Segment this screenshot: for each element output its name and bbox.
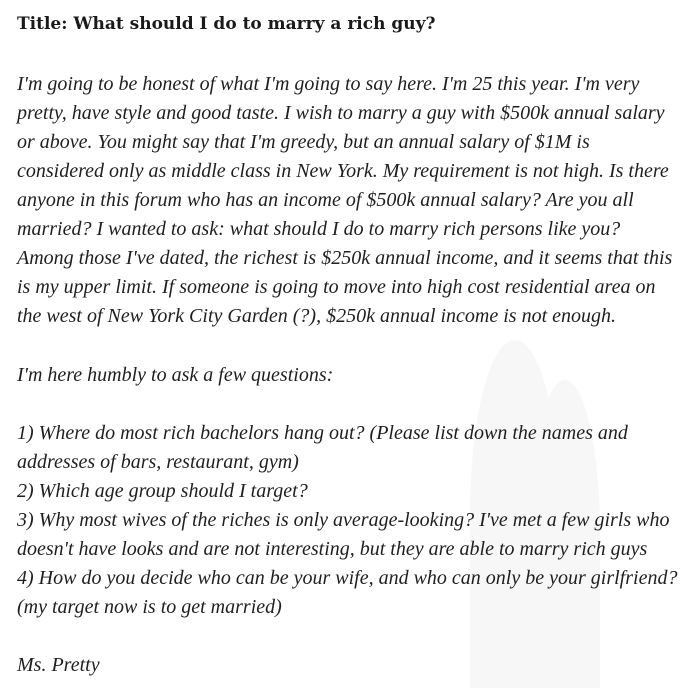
intro-line: I'm here humbly to ask a few questions: — [17, 364, 334, 386]
body-line: is my upper limit. If someone is going to move into high cost residential area on — [17, 276, 656, 298]
body-line: or above. You might say that I'm greedy, but an annual salary of $1M is — [17, 131, 590, 153]
body-line: I'm going to be honest of what I'm going to say here. I'm 25 this year. I'm very — [17, 73, 640, 95]
body-line: considered only as middle class in New York. My requirement is not high. Is there — [17, 160, 669, 182]
post-title: Title: What should I do to marry a rich guy? — [17, 14, 436, 34]
question-line: 4) How do you decide who can be your wife, and who can only be your girlfriend? — [17, 567, 678, 589]
body-line: anyone in this forum who has an income of $500k annual salary? Are you all — [17, 189, 634, 211]
body-line: married? I wanted to ask: what should I do to marry rich persons like you? — [17, 218, 621, 240]
question-line: (my target now is to get married) — [17, 596, 282, 618]
question-line: doesn't have looks and are not interesting, but they are able to marry rich guys — [17, 538, 648, 560]
question-line: 3) Why most wives of the riches is only average-looking? I've met a few girls who — [17, 509, 670, 531]
body-line: Among those I've dated, the richest is $250k annual income, and it seems that this — [17, 247, 673, 269]
question-line: 2) Which age group should I target? — [17, 480, 308, 502]
body-line: pretty, have style and good taste. I wish to marry a guy with $500k annual salary — [17, 102, 665, 124]
question-line: addresses of bars, restaurant, gym) — [17, 451, 299, 473]
body-line: the west of New York City Garden (?), $250k annual income is not enough. — [17, 305, 617, 327]
watermark-shape — [470, 600, 520, 688]
question-line: 1) Where do most rich bachelors hang out? (Please list down the names and — [17, 422, 628, 444]
signature: Ms. Pretty — [17, 654, 100, 676]
